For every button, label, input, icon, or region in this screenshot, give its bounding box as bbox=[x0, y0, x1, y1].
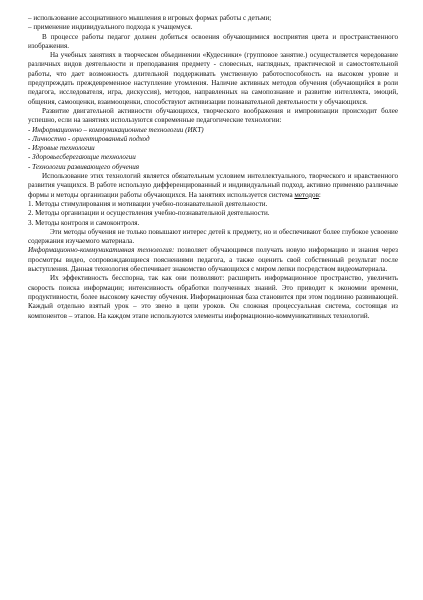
ict-term: Информационно-коммуникативная технология: bbox=[28, 246, 175, 255]
paragraph-development: Развитие двигательной активности обучающихся, творческого воображения и импровизации происходит более успешно, если на занятиях используются современные педагогические технологии: bbox=[28, 106, 398, 125]
method-item: 1. Методы стимулирования и мотивации учебно-познавательной деятельности. bbox=[28, 199, 268, 208]
method-item: 3. Методы контроля и самоконтроля. bbox=[28, 218, 140, 227]
paragraph-ict bbox=[28, 246, 398, 274]
technology-list bbox=[28, 126, 398, 172]
ict-description: позволяет обучающимся получать новую информацию и знания через просмотры видео, сопровождающиеся пояснениями педагога, а также оценить свой собственный результат после выступления. Данная технология обеспечивает знакомство обучающихся с миром лепки посредством видеоматериала. bbox=[28, 246, 398, 274]
technology-item: - Технологии развивающего обучения bbox=[28, 162, 140, 171]
document-page bbox=[28, 14, 398, 321]
technology-item: - Информационно – коммуникационные технологии (ИКТ) bbox=[28, 125, 204, 134]
usage-colon: : bbox=[318, 190, 321, 199]
methods-link[interactable]: методов bbox=[294, 190, 319, 199]
intro-line-2: – применение индивидуального подхода к учащемуся. bbox=[28, 23, 193, 32]
paragraph-usage bbox=[28, 172, 398, 200]
usage-text: Использование этих технологий является обязательным условием интеллектуального, творческого и нравственного развития учащихся. В работе использую дифференцированный и индивидуальный подход, активно применяю различные формы и методы организации работы обучающихся. На занятиях используется система bbox=[28, 172, 398, 199]
paragraph-effectiveness: Их эффективность бесспорна, так как они позволяют: расширить информационное пространство, увеличить скорость поиска информации; интенсивность обработки полученных знаний. Это приводит к экономии времени, продуктивности, более высокому качеству обучения. Информационная база становится при этом подлинно развивающей. Каждый отдельно взятый урок – это звено в цепи уроков. Он сложная процессуальная система, состоящая из компонентов – этапов. На каждом этапе используются элементы информационно-коммуникативных технологий. bbox=[28, 274, 398, 320]
methods-list bbox=[28, 200, 398, 228]
method-item: 2. Методы организации и осуществления учебно-познавательной деятельности. bbox=[28, 209, 270, 218]
technology-item: - Личностно - ориентированный подход bbox=[28, 134, 150, 143]
technology-item: - Игровые технологии bbox=[28, 144, 95, 153]
paragraph-perception: В процессе работы педагог должен добиться освоения обучающимися восприятия цвета и пространственного изображения. bbox=[28, 32, 398, 50]
intro-line-1: – использование ассоциативного мышления в игровых формах работы с детьми; bbox=[28, 14, 272, 22]
paragraph-activities: На учебных занятиях в творческом объединении «Кудесники» (групповое занятие.) осуществляется чередование различных видов деятельности и преподавания предмету - словесных, наглядных, практической и самостоятельной работы, что дает возможность длительной поддерживать умственную работоспособность на высоком уровне и предупреждать преждевременное наступление утомления. Наличие активных методов обучения (обучающийся в роли педагога, исследователя, игра, дискуссия), методов, направленных на самопознание и развитие интеллекта, эмоций, общения, самооценки, взаимооценки, способствуют активизации познавательной деятельности у обучающихся. bbox=[28, 51, 398, 106]
paragraph-methods-effect: Эти методы обучения не только повышают интерес детей к предмету, но и обеспечивают более глубокое усвоение содержания изучаемого материала. bbox=[28, 227, 398, 246]
technology-item: - Здоровьесберегающие технологии bbox=[28, 153, 136, 162]
